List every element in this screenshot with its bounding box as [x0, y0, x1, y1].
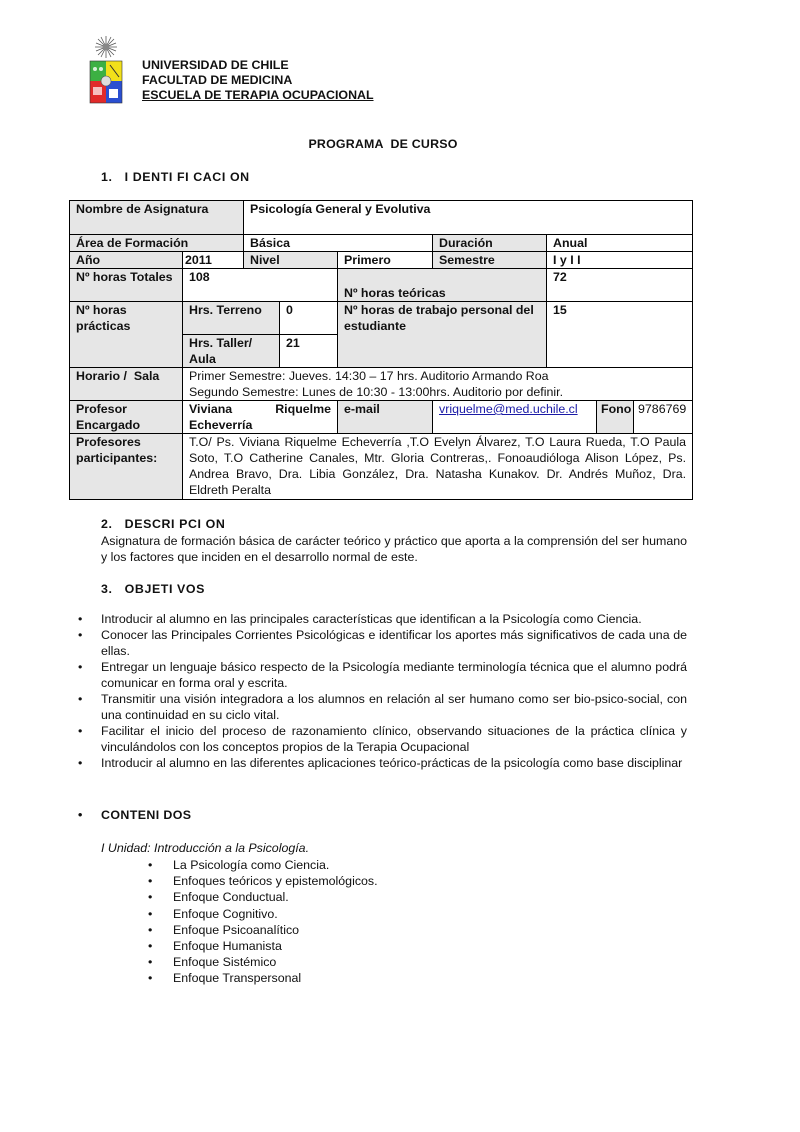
ano-value: 2011 — [183, 252, 244, 269]
terreno-value: 0 — [280, 302, 338, 335]
topic-item: • Enfoque Transpersonal — [148, 970, 378, 986]
objetivos-list — [78, 611, 687, 771]
nombre-value: Psicología General y Evolutiva — [244, 201, 693, 235]
institution-header — [142, 58, 374, 103]
identification-table — [69, 200, 693, 500]
duracion-label: Duración — [433, 235, 547, 252]
topic-item: • Enfoque Conductual. — [148, 889, 378, 905]
profesor-last-name: Echeverría — [189, 418, 253, 432]
email-link[interactable]: vriquelme@med.uchile.cl — [439, 402, 578, 416]
objetivo-item: • Introducir al alumno en las diferentes aplicaciones teórico-prácticas de la psicología como base disciplinar — [78, 755, 687, 771]
descripcion-text: Asignatura de formación básica de carácter teórico y práctico que aporta a la comprensión del ser humano y los factores que inciden en el desarrollo normal de este. — [101, 534, 687, 564]
area-label: Área de Formación — [70, 235, 244, 252]
duracion-value: Anual — [547, 235, 693, 252]
profesor-first-name: Viviana Riquelme — [189, 402, 332, 416]
topic-item: • Enfoque Cognitivo. — [148, 906, 378, 922]
horario-value — [183, 368, 693, 401]
objetivo-item: • Transmitir una visión integradora a los alumnos en relación al ser humano como ser bio-psico-social, con una continuidad en su ciclo vital. — [78, 691, 687, 723]
topic-item: • Enfoque Sistémico — [148, 954, 378, 970]
email-label: e-mail — [338, 401, 433, 434]
university-crest-icon — [84, 34, 128, 110]
nivel-value: Primero — [338, 252, 433, 269]
objetivo-item: • Conocer las Principales Corrientes Psicológicas e identificar los aportes más significativos de cada una de ellas. — [78, 627, 687, 659]
profesor-label: Profesor Encargado — [70, 401, 183, 434]
topics-list — [148, 857, 378, 987]
profesor-value — [183, 401, 338, 434]
participantes-label: Profesores participantes: — [70, 434, 183, 500]
participantes-value: T.O/ Ps. Viviana Riquelme Echeverría ,T.O Evelyn Álvarez, T.O Laura Rueda, T.O Paula Soto, T.O Catherine Canales, Mtr. Gloria Contreras,. Fonoaudióloga Alison López, Ps. Andrea Bravo, Dra. Libia González, Dra. Natasha Kunakov. Dr. Andrés Muñoz, Dra. Eldreth Peralta — [183, 434, 693, 500]
topic-item: • La Psicología como Ciencia. — [148, 857, 378, 873]
unidad-title: I Unidad: Introducción a la Psicología. — [101, 841, 310, 855]
objetivo-item: • Introducir al alumno en las principales características que identifican a la Psicología como Ciencia. — [78, 611, 687, 627]
horas-practicas-label: Nº horas prácticas — [70, 302, 183, 368]
objetivo-item: • Facilitar el inicio del proceso de razonamiento clínico, observando situaciones de la práctica clínica y vinculándolos con los conceptos propios de la Terapia Ocupacional — [78, 723, 687, 755]
terreno-label: Hrs. Terreno — [183, 302, 280, 335]
semestre-value: I y I I — [547, 252, 693, 269]
horario-line-1: Primer Semestre: Jueves. 14:30 – 17 hrs. Auditorio Armando Roa — [189, 369, 549, 383]
ano-label: Año — [70, 252, 183, 269]
institution-name: UNIVERSIDAD DE CHILE — [142, 58, 289, 72]
topic-item: • Enfoque Psicoanalítico — [148, 922, 378, 938]
taller-value: 21 — [280, 335, 338, 368]
taller-label: Hrs. Taller/ Aula — [183, 335, 280, 368]
topic-item: • Enfoque Humanista — [148, 938, 378, 954]
semestre-label: Semestre — [433, 252, 547, 269]
faculty-name: FACULTAD DE MEDICINA — [142, 73, 293, 87]
bullet-icon: • — [78, 808, 83, 822]
topic-item: • Enfoques teóricos y epistemológicos. — [148, 873, 378, 889]
nombre-label: Nombre de Asignatura — [70, 201, 244, 235]
contenidos-label: CONTENI DOS — [101, 808, 192, 822]
trabajo-personal-label: Nº horas de trabajo personal del estudiante — [338, 302, 547, 368]
school-name: ESCUELA DE TERAPIA OCUPACIONAL — [142, 88, 374, 102]
objetivo-item: • Entregar un lenguaje básico respecto de la Psicología mediante terminología técnica que el alumno podrá comunicar en forma oral y escrita. — [78, 659, 687, 691]
section-heading-objetivos: 3. OBJETI VOS — [101, 582, 206, 596]
fono-value: 9786769 — [634, 401, 693, 434]
horario-line-2: Segundo Semestre: Lunes de 10:30 - 13:00hrs. Auditorio por definir. — [189, 385, 564, 399]
trabajo-personal-value: 15 — [547, 302, 693, 368]
area-value: Básica — [244, 235, 433, 252]
horas-totales-value: 108 — [183, 269, 338, 302]
email-cell — [433, 401, 597, 434]
horas-teoricas-label: Nº horas teóricas — [338, 269, 547, 302]
horario-label: Horario / Sala — [70, 368, 183, 401]
section-heading-descripcion: 2. DESCRI PCI ON — [101, 517, 226, 531]
fono-label: Fono — [597, 401, 634, 434]
horas-teoricas-value: 72 — [547, 269, 693, 302]
nivel-label: Nivel — [244, 252, 338, 269]
page-title: PROGRAMA DE CURSO — [308, 137, 458, 151]
horas-totales-label: Nº horas Totales — [70, 269, 183, 302]
section-heading-identificacion: 1. I DENTI FI CACI ON — [101, 170, 250, 184]
